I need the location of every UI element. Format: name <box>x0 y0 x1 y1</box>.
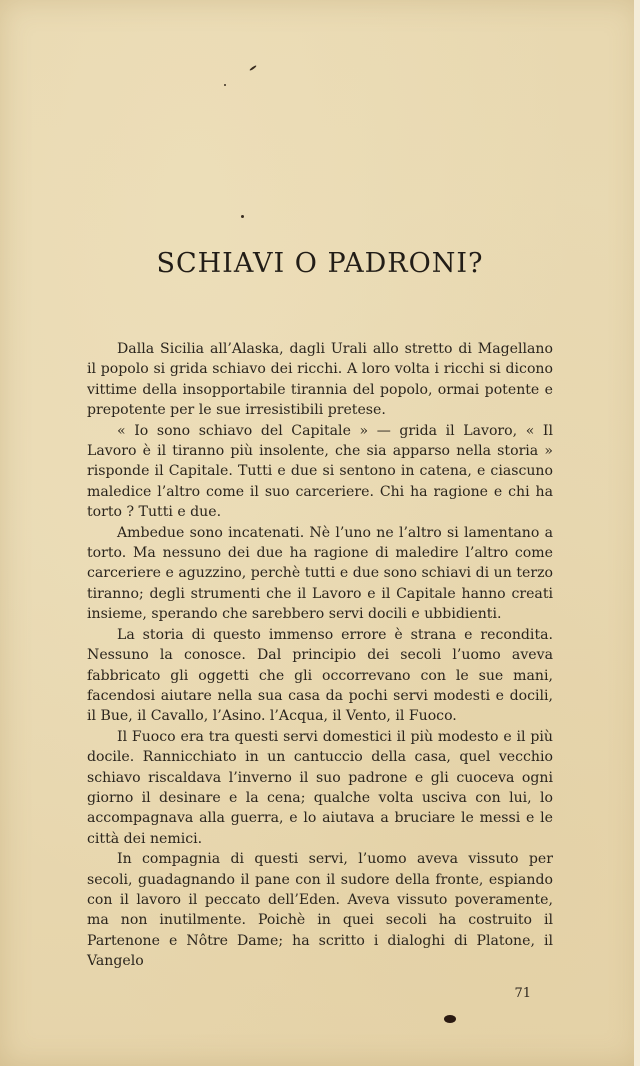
chapter-title: SCHIAVI O PADRONI? <box>156 248 484 279</box>
paragraph: Dalla Sicilia all’Alaska, dagli Urali allo stretto di Magellano il popolo si grida schiavo dei ricchi. A loro volta i ricchi si dicono vittime della insopportabile tirannia del popolo, ormai potente e prepotente per le sue irresistibili pretese. <box>87 341 553 419</box>
paragraph: Ambedue sono incatenati. Nè l’uno ne l’altro si lamentano a torto. Ma nessuno dei due ha ragione di maledire l’altro come carceriere e aguzzino, perchè tutti e due sono schiavi di un terzo tiranno; degli strumenti che il Lavoro e il Capitale hanno creati insieme, sperando che sarebbero servi docili e ubbidienti. <box>87 524 553 623</box>
paper-blemish <box>224 84 226 86</box>
page-footer <box>87 986 553 1026</box>
body-text <box>87 339 553 972</box>
paper-blemish <box>241 215 244 218</box>
paragraph: La storia di questo immenso errore è strana e recondita. Nessuno la conosce. Dal principio dei secoli l’uomo aveva fabbricato gli oggetti che gli occorrevano con le sue mani, facendosi aiutare nella sua casa da pochi servi modesti e docili, il Bue, il Cavallo, l’Asino. l’Acqua, il Vento, il Fuoco. <box>87 626 553 725</box>
page-number: 71 <box>514 985 531 1001</box>
paper-blemish <box>249 65 257 71</box>
paragraph: « Io sono schiavo del Capitale » — grida il Lavoro, « Il Lavoro è il tiranno più insolente, che sia apparso nella storia » risponde il Capitale. Tutti e due si sentono in catena, e ciascuno maledice l’altro come il suo carceriere. Chi ha ragione e chi ha torto ? Tutti e due. <box>87 422 553 521</box>
paragraph: Il Fuoco era tra questi servi domestici il più modesto e il più docile. Rannicchiato in un cantuccio della casa, quel vecchio schiavo riscaldava l’inverno il suo padrone e gli cuoceva ogni giorno il desinare e la cena; qualche volta usciva con lui, lo accompagnava alla guerra, e lo aiutava a bruciare le messi e le città dei nemici. <box>87 728 553 847</box>
paragraph: In compagnia di questi servi, l’uomo aveva vissuto per secoli, guadagnando il pane con il sudore della fronte, espiando con il lavoro il peccato dell’Eden. Aveva vissuto poveramente, ma non inutilmente. Poichè in quei secoli ha costruito il Partenone e Nôtre Dame; ha scritto i dialoghi di Platone, il Vangelo <box>87 851 553 970</box>
page-edge <box>634 0 640 1066</box>
ink-spot <box>444 1015 456 1023</box>
